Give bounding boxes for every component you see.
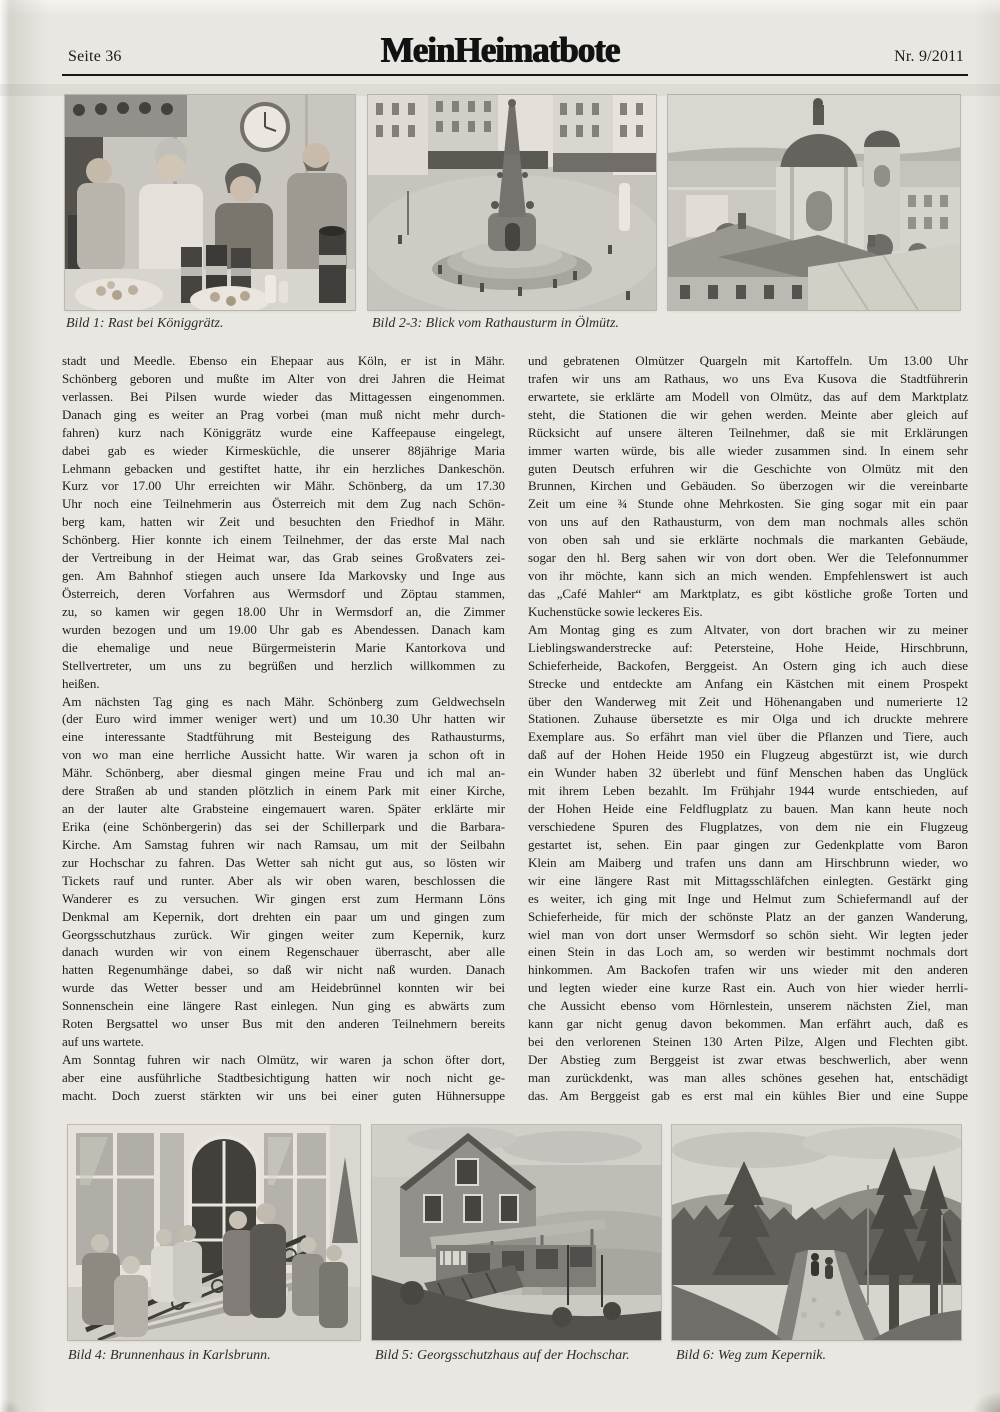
text-line: Erika (eine Schönbergerin) das sei der Schillerpark und die Barbara- bbox=[62, 818, 505, 834]
text-line: Am nächsten Tag ging es nach Mähr. Schönberg zum Geldwechseln bbox=[62, 693, 505, 709]
text-line: Österreich, deren Vorfahren aus Wermsdorf und Zöptau stammen, bbox=[62, 585, 505, 601]
caption-bild-2-3: Bild 2-3: Blick vom Rathausturm in Ölmütz. bbox=[372, 316, 619, 331]
text-line: man zurückdenkt, was man alles schönes gesehen hat, entschädigt bbox=[528, 1069, 968, 1085]
article-body bbox=[62, 352, 968, 1105]
article-column-right bbox=[528, 352, 968, 1105]
text-line: die ehemalige und neue Bürgermeisterin Marie Kantorkova und bbox=[62, 639, 505, 655]
text-line: heißen. bbox=[62, 675, 100, 691]
text-line: Denkmal am Kepernik, dort drehten ein paar um und gingen zum bbox=[62, 908, 505, 924]
text-line: wir eine längere Rast mit Mittagsschläfchen einlegten. Gestärkt ging bbox=[528, 872, 968, 888]
text-line: ein Wunder haben 32 überlebt und fünf Menschen haben das Unglück bbox=[528, 765, 968, 781]
top-photo-row bbox=[65, 95, 960, 310]
photo-bild-5-georgsschutzhaus bbox=[372, 1125, 661, 1340]
text-line: Georgsschutzhaus zurück. Wir gingen weiter zum Kepernik, kurz bbox=[62, 926, 505, 942]
photo-bild-1-image bbox=[65, 95, 355, 310]
photo-bild-5-image bbox=[372, 1125, 661, 1340]
text-line: hinkommen. Am Backofen trafen wir uns wieder mit den anderen bbox=[528, 962, 968, 978]
text-line: und legten wieder eine kurze Rast ein. Auch von hier wieder herrli- bbox=[528, 980, 968, 996]
text-line: Lieblingswanderstrecke auf: Petersteine, Hohe Heide, Hirschbrunn, bbox=[528, 639, 968, 655]
text-line: Rücksicht auf unsere älteren Teilnehmer, daß sie mit Erklärungen bbox=[528, 424, 968, 440]
text-line: der Vertreibung in der Heimat war, das Grab seines Großvaters zei- bbox=[62, 550, 505, 566]
text-line: (der Euro wird immer weniger wert) und um 10.30 Uhr hatten wir bbox=[62, 711, 505, 727]
text-line: von ihr möchte, kann sich an mich wenden. Empfehlenswert ist auch bbox=[528, 568, 968, 584]
text-line: Schieferheide, Backofen, Berggeist. An Ostern ging ich auch diese bbox=[528, 657, 968, 673]
text-line: Am Montag ging es zum Altvater, von dort brachen wir zu meiner bbox=[528, 621, 968, 637]
photo-bild-1-rast bbox=[65, 95, 355, 310]
text-line: eine interessante Stadtführung mit Besteigung des Rathausturms, bbox=[62, 729, 505, 745]
text-line: immer warten würde, bis alle wieder zusammen sind. In einem sehr bbox=[528, 442, 968, 458]
issue-number: Nr. 9/2011 bbox=[894, 48, 964, 65]
photo-bild-2-3-image bbox=[368, 95, 656, 310]
text-line: dere Straßen ab und standen plötzlich in einem Park mit einer Kirche, bbox=[62, 783, 505, 799]
text-line: Stationen. Zuhause übersetzte es mir Olga und ich druckte mehrere bbox=[528, 711, 968, 727]
photo-bild-4-image bbox=[68, 1125, 360, 1340]
text-line: Kurz vor 17.00 Uhr erreichten wir Mähr. Schönberg, da um 17.30 bbox=[62, 478, 505, 494]
text-line: steht, die Stationen die wir gehen werden. Meinte aber gleich auf bbox=[528, 406, 968, 422]
text-line: guten Deutsch erfuhren wir die Geschichte von Olmütz mit den bbox=[528, 460, 968, 476]
text-line: das „Café Mahler“ am Marktplatz, es gibt köstliche große Torten und bbox=[528, 585, 968, 601]
text-line: Schönberg geboren und mußte im Alter von drei Jahren die Heimat bbox=[62, 370, 505, 386]
text-line: che Aussicht ebenso vom Hörnlestein, unserem nächsten Ziel, man bbox=[528, 998, 968, 1014]
text-line: Roten Bergsattel wo unser Bus mit den anderen Teilnehmern bereits bbox=[62, 1016, 505, 1032]
text-line: kann gar nicht genug davon bekommen. Man erfährt auch, daß es bbox=[528, 1016, 968, 1032]
photo-bild-4-brunnenhaus bbox=[68, 1125, 360, 1340]
masthead-title: MeinHeimatbote bbox=[380, 29, 620, 70]
text-line: Lehmann gebacken und gestiftet hatte, ihr ein herzliches Dankeschön. bbox=[62, 460, 505, 476]
text-line: danach wurden wir von einem Regenschauer überrascht, aber alle bbox=[62, 944, 505, 960]
text-line: Danach ging es weiter an Prag vorbei (man muß nicht mehr durch- bbox=[62, 406, 505, 422]
text-line: verschiedene Spuren des Flugplatzes, von dem nie ein Flugzeug bbox=[528, 818, 968, 834]
text-line: von wo man eine herrliche Aussicht hatte. Wir waren ja schon oft in bbox=[62, 747, 505, 763]
bottom-caption-row bbox=[68, 1348, 974, 1370]
caption-bild-5: Bild 5: Georgsschutzhaus auf der Hochschar. bbox=[375, 1348, 630, 1363]
bottom-photo-row bbox=[68, 1125, 961, 1340]
text-line: gen. Am Bahnhof stiegen auch unsere Ida Markovsky und Inge aus bbox=[62, 568, 505, 584]
text-line: wurde das Wetter besser und am Heidebrünnel konnten wir bei bbox=[62, 980, 505, 996]
text-line: und gebratenen Olmützer Quargeln mit Kartoffeln. Um 13.00 Uhr bbox=[528, 353, 968, 368]
caption-bild-1: Bild 1: Rast bei Königgrätz. bbox=[66, 316, 224, 331]
text-line: von oben sah und sie erklärte nochmals die markanten Gebäude, bbox=[528, 532, 968, 548]
text-line: gestartet ist, sehen. Ein paar gingen zur Gedenkplatte vom Baron bbox=[528, 836, 968, 852]
text-line: stadt und Meedle. Ebenso ein Ehepaar aus Köln, er ist in Mähr. bbox=[62, 353, 505, 368]
photo-bild-2-3-olmuetz-platz bbox=[368, 95, 656, 310]
text-line: Brunnen, Kirchen und Gebäuden. So überzogen wir die vereinbarte bbox=[528, 478, 968, 494]
photo-bild-6-image bbox=[672, 1125, 961, 1340]
text-line: wurden bezogen und um 19.00 Uhr gab es Abendessen. Danach kam bbox=[62, 621, 505, 637]
photo-bild-3-image bbox=[668, 95, 960, 310]
text-line: Uhr noch eine Teilnehmerin aus Österreich mit dem Zug nach Schön- bbox=[62, 496, 505, 512]
text-line: wiel man von dort unser Wermsdorf so schön sieht. Wir legten jeder bbox=[528, 926, 968, 942]
text-line: Wanderer es zu versuchen. Wir gingen erst zum Hermann Löns bbox=[62, 890, 505, 906]
text-line: es weiter, ich ging mit Inge und Helmut zum Schiefermandl auf der bbox=[528, 890, 968, 906]
text-line: Der Abstieg zum Berggeist ist zwar etwas beschwerlich, aber wenn bbox=[528, 1051, 968, 1067]
photo-bild-6-weg-kepernik bbox=[672, 1125, 961, 1340]
text-line: daß auf der Hohen Heide 1950 ein Flugzeug abgestürzt ist, wie durch bbox=[528, 747, 968, 763]
text-line: berg kam, hatten wir Zeit und besuchten den Friedhof in Mähr. bbox=[62, 514, 505, 530]
text-line: der Hohen Heide eine Feldflugplatz zu bauen. Man kann heute noch bbox=[528, 801, 968, 817]
header-rule bbox=[62, 74, 968, 76]
text-line: Exemplare aus. So erfährt man viel über die Pflanzen und Tiere, auch bbox=[528, 729, 968, 745]
text-line: bei den verlorenen Steinen 130 Arten Pilze, Algen und Flechten gibt. bbox=[528, 1034, 968, 1050]
text-line: verlassen. Bei Pilsen wurde wieder das Mittagessen eingenommen. bbox=[62, 388, 505, 404]
text-line: Stellvertreter, um uns zu begrüßen und herzlich willkommen zu bbox=[62, 657, 505, 673]
text-line: das. Am Berggeist gab es erst mal ein kühles Bier und eine Suppe bbox=[528, 1087, 968, 1103]
text-line: Tickets rauf und runter. Aber als wir oben waren, beschlossen die bbox=[62, 872, 505, 888]
text-line: trafen wir uns am Rathaus, wo uns Eva Kusova die Stadtführerin bbox=[528, 370, 968, 386]
article-column-left bbox=[62, 352, 505, 1105]
text-line: zu, so kamen wir gegen 18.00 Uhr in Wermsdorf an, die Zimmer bbox=[62, 603, 505, 619]
text-line: hatten Regenumhänge dabei, so daß wir nicht naß wurden. Danach bbox=[62, 962, 505, 978]
text-line: aber eine ausführliche Stadtbesichtigung hatten wir noch nicht ge- bbox=[62, 1069, 505, 1085]
text-line: Klein am Maiberg und trafen uns dann am Hirschbrunn wieder, wo bbox=[528, 854, 968, 870]
text-line: Zeit um eine ¾ Stunde ohne Mehrkosten. Sie ging sogar mit ein paar bbox=[528, 496, 968, 512]
top-caption-row bbox=[62, 316, 968, 338]
photo-bild-2-3-olmuetz-dach bbox=[668, 95, 960, 310]
text-line: sogar den hl. Berg sahen wir von dort oben. Wer die Telefonnummer bbox=[528, 550, 968, 566]
page-number: Seite 36 bbox=[68, 48, 122, 65]
text-line: fahren) kurz nach Königgrätz wurde eine Kaffeepause eingelegt, bbox=[62, 424, 505, 440]
text-line: mit ihrem Leben bezahlt. Im Frühjahr 1944 wurde entschieden, auf bbox=[528, 783, 968, 799]
text-line: auf uns wartete. bbox=[62, 1034, 144, 1050]
caption-bild-6: Bild 6: Weg zum Kepernik. bbox=[676, 1348, 826, 1363]
text-line: Sonnenschein eine längere Rast einlegen. Nun ging es abwärts zum bbox=[62, 998, 505, 1014]
text-line: Am Sonntag fuhren wir nach Olmütz, wir waren ja schon öfter dort, bbox=[62, 1051, 505, 1067]
text-line: Kuchenstücke sowie leckeres Eis. bbox=[528, 603, 703, 619]
text-line: Mähr. Schönberg, aber diesmal gingen meine Frau und ich mal an- bbox=[62, 765, 505, 781]
text-line: Kirche. Am Samstag fuhren wir nach Ramsau, um mit der Seilbahn bbox=[62, 836, 505, 852]
caption-bild-4: Bild 4: Brunnenhaus in Karlsbrunn. bbox=[68, 1348, 271, 1363]
text-line: einen Stein in das Loch am, so werden wir bestimmt nochmals dort bbox=[528, 944, 968, 960]
text-line: Schönberg. Hier konnte ich einem Teilnehmer, der das erste Mal nach bbox=[62, 532, 505, 548]
text-line: Schieferheide, für mich der schönste Platz an der ganzen Wanderung, bbox=[528, 908, 968, 924]
text-line: dabei gab es wieder Kirmesküchle, die unserer 88jährige Maria bbox=[62, 442, 505, 458]
text-line: an der lauter alte Grabsteine eingemauert waren. Später erklärte mir bbox=[62, 801, 505, 817]
text-line: über den Wanderweg mit Zeit und Höhenangaben und numerierte 12 bbox=[528, 693, 968, 709]
text-line: Strecke und entdeckte am Anfang ein Kästchen mit einem Prospekt bbox=[528, 675, 968, 691]
text-line: von uns auf den Rathausturm, von dem man nochmals alles schön bbox=[528, 514, 968, 530]
text-line: erwartete, sie erklärte am Modell von Olmütz, das auf dem Marktplatz bbox=[528, 388, 968, 404]
text-line: zur Hochschar zu fahren. Das Wetter sah nicht gut aus, so lösten wir bbox=[62, 854, 505, 870]
text-line: macht. Doch zuerst stärkten wir uns bei einer guten Hühnersuppe bbox=[62, 1087, 505, 1103]
